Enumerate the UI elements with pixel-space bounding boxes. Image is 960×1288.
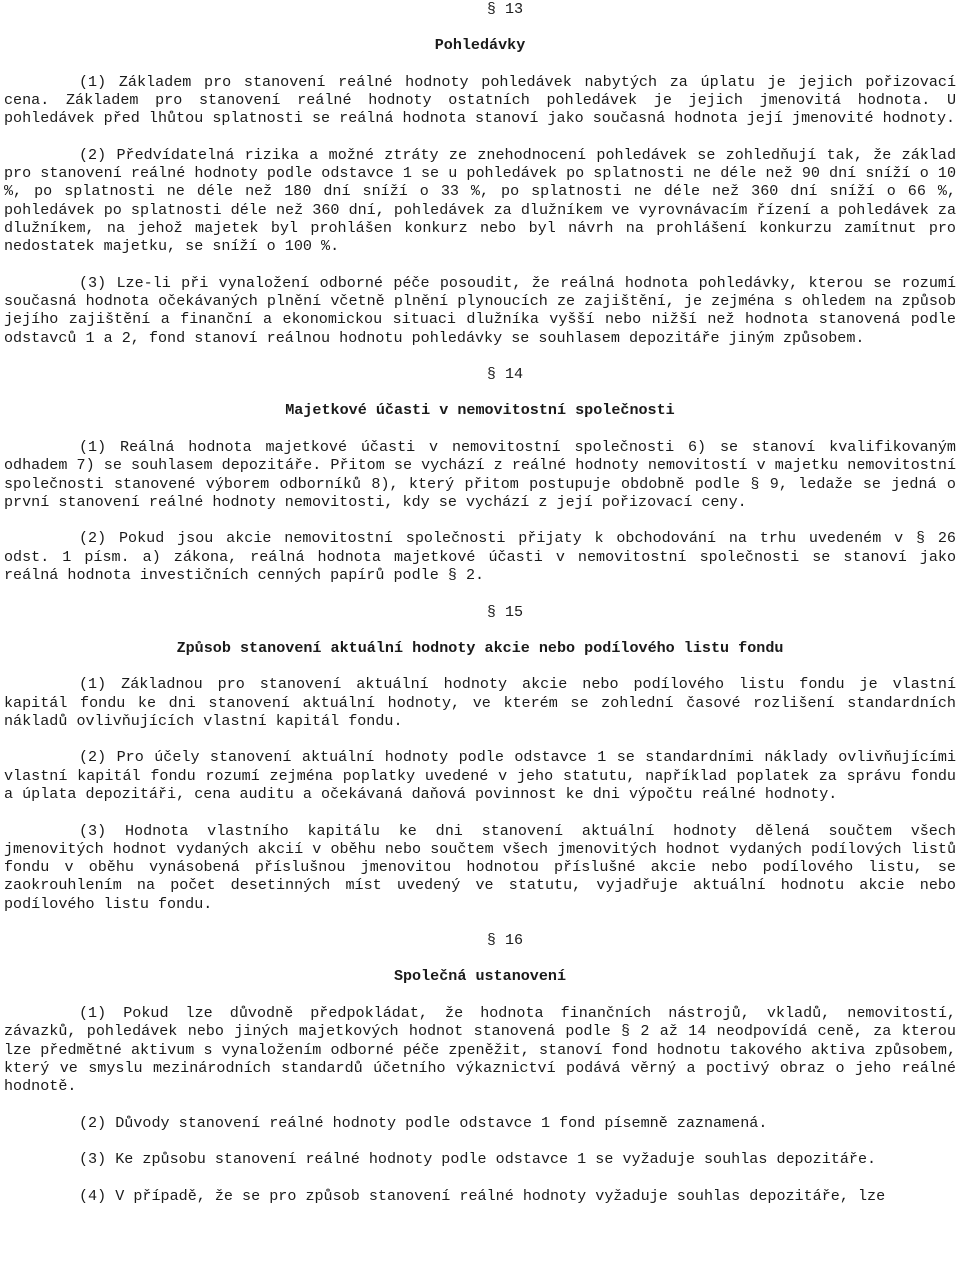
section-title: Způsob stanovení aktuální hodnoty akcie nebo podílového listu fondu (176, 638, 784, 657)
section-mark: § 16 (486, 931, 524, 950)
paragraph: (1) Pokud lze důvodně předpokládat, že hodnota finančních nástrojů, vkladů, nemovitostí, závazků, pohledávek nebo jiných majetkových hodnot stanovená podle § 2 až 14 neodpovídá ceně, za kterou lze předmětné aktivum s vynaložením odborné péče zpeněžit, stanoví fond hodnotu takového aktiva způsobem, který ve smyslu mezinárodních standardů účetního výkaznictví podává věrný a poctivý obraz o jeho reálné hodnotě. (4, 1003, 956, 1096)
paragraph: (2) Důvody stanovení reálné hodnoty podle odstavce 1 fond písemně zaznamená. (79, 1113, 768, 1132)
document-page (4, 0, 956, 1205)
section-mark: § 15 (486, 602, 524, 621)
paragraph: (1) Reálná hodnota majetkové účasti v nemovitostní společnosti 6) se stanoví kvalifikovaným odhadem 7) se souhlasem depozitáře. Přitom se vychází z reálné hodnoty nemovitostí v majetku nemovitostní společnosti stanovené výborem odborníků 8), který přitom postupuje obdobně podle § 9, ledaže se jedná o první stanovení reálné hodnoty nemovitosti, kdy se vychází z její pořizovací ceny. (4, 437, 956, 511)
section-16 (4, 931, 956, 1205)
paragraph: (2) Pokud jsou akcie nemovitostní společnosti přijaty k obchodování na trhu uvedeném v § 26 odst. 1 písm. a) zákona, reálná hodnota majetkové účasti v nemovitostní společnosti se stanoví jako reálná hodnota investičních cenných papírů podle § 2. (4, 529, 956, 585)
section-title: Majetkové účasti v nemovitostní společnosti (285, 401, 675, 420)
paragraph: (4) V případě, že se pro způsob stanovení reálné hodnoty vyžaduje souhlas depozitáře, lze (79, 1186, 886, 1205)
section-14 (4, 365, 956, 584)
paragraph: (2) Předvídatelná rizika a možné ztráty ze znehodnocení pohledávek se zohledňují tak, že základ pro stanovení reálné hodnoty podle odstavce 1 se u pohledávek po splatnosti ne déle než 90 dní sníží o 10 %, po splatnosti ne déle než 180 dní sníží o 33 %, po splatnosti ne déle než 360 dní sníží o 66 %, pohledávek po splatnosti déle než 360 dní, pohledávek za dlužníkem ve vyrovnávacím řízení a pohledávek za dlužníkem, na jehož majetek byl prohlášen konkurz nebo byl návrh na prohlášení konkurzu zamítnut pro nedostatek majetku, se sníží o 100 %. (4, 145, 956, 256)
section-13 (4, 0, 956, 347)
section-title: Společná ustanovení (393, 967, 567, 986)
paragraph: (1) Základnou pro stanovení aktuální hodnoty akcie nebo podílového listu fondu je vlastní kapitál fondu ke dni stanovení aktuální hodnoty, ve kterém se zohlední časové rozlišení standardních nákladů ovlivňujících vlastní kapitál fondu. (4, 675, 956, 730)
section-mark: § 13 (486, 0, 524, 18)
paragraph: (2) Pro účely stanovení aktuální hodnoty podle odstavce 1 se standardními náklady ovlivňujícími vlastní kapitál fondu rozumí zejména poplatky uvedené v jeho statutu, například poplatek za správu fondu a úplata depozitáři, cena auditu a očekávaná daňová povinnost ke dni výpočtu reálné hodnoty. (4, 748, 956, 803)
paragraph: (1) Základem pro stanovení reálné hodnoty pohledávek nabytých za úplatu je jejich pořizovací cena. Základem pro stanovení reálné hodnoty ostatních pohledávek je jejich jmenovitá hodnota. U pohledávek před lhůtou splatnosti se reálná hodnota stanoví jako současná hodnota její jmenovité hodnoty. (4, 72, 956, 128)
paragraph: (3) Ke způsobu stanovení reálné hodnoty podle odstavce 1 se vyžaduje souhlas depozitáře. (79, 1150, 877, 1169)
section-15 (4, 603, 956, 913)
paragraph: (3) Lze-li při vynaložení odborné péče posoudit, že reálná hodnota pohledávky, kterou se rozumí současná hodnota očekávaných plnění včetně plnění plynoucích ze zajištění, je zejména s ohledem na způsob jejího zajištění a finanční a ekonomickou situaci dlužníka vyšší nebo nižší než hodnota stanovená podle odstavců 1 a 2, fond stanoví reálnou hodnotu pohledávky se souhlasem depozitáře jiným způsobem. (4, 273, 956, 347)
section-title: Pohledávky (434, 36, 526, 54)
paragraph: (3) Hodnota vlastního kapitálu ke dni stanovení aktuální hodnoty dělená součtem všech jmenovitých hodnot vydaných akcií v oběhu nebo součtem všech jmenovitých hodnot vydaných podílových listů fondu v oběhu vynásobená příslušnou jmenovitou hodnotou příslušné akcie nebo podílového listu, se zaokrouhlením na počet desetinných míst uvedený ve statutu, vyjadřuje aktuální hodnotu akcie nebo podílového listu fondu. (4, 821, 956, 913)
section-mark: § 14 (486, 365, 524, 384)
